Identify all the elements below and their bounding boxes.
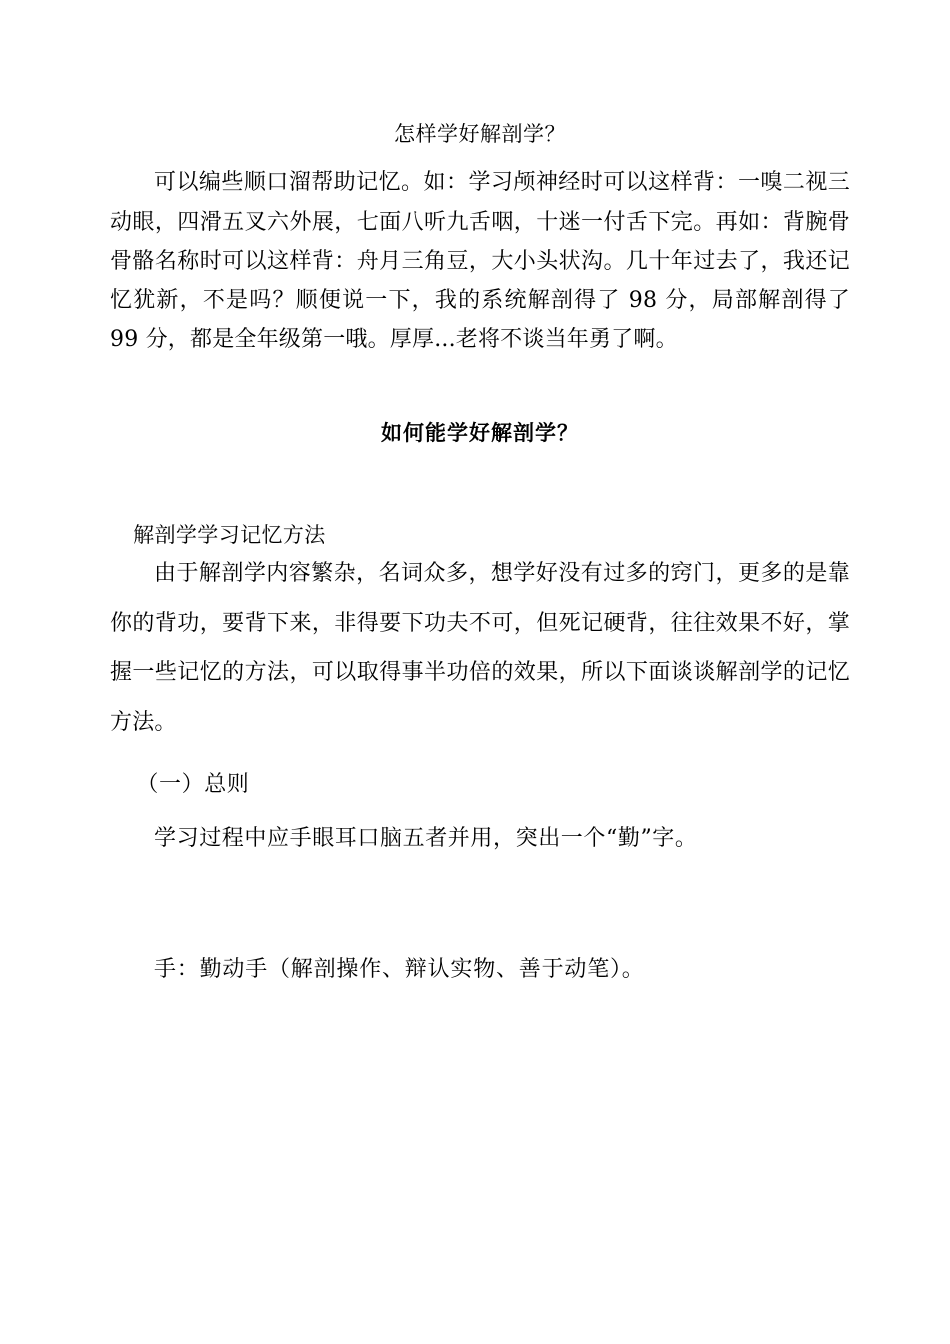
paragraph-hand: 手：勤动手（解剖操作、辩认实物、善于动笔）。 xyxy=(154,957,645,983)
paragraph-five-senses: 学习过程中应手眼耳口脑五者并用，突出一个“勤”字。 xyxy=(154,825,698,851)
paragraph-intro: 可以编些顺口溜帮助记忆。如：学习颅神经时可以这样背：一嗅二视三动眼，四滑五叉六外展，七面八听九舌咽，十迷一付舌下完。再如：背腕骨骨骼名称时可以这样背：舟月三角豆，大小头状沟。几十年过去了，我还记忆犹新，不是吗？顺便说一下，我的系统解剖得了 98 分，局部解剖得了 99 分，都是全年级第一哦。厚厚...老将不谈当年勇了啊。 xyxy=(110,170,850,353)
section-heading: 如何能学好解剖学？ xyxy=(381,420,579,446)
sub-heading-memory-method: 解剖学学习记忆方法 xyxy=(133,523,326,548)
page-title: 怎样学好解剖学？ xyxy=(394,122,566,146)
paragraph-memory-body: 由于解剖学内容繁杂，名词众多，想学好没有过多的窍门，更多的是靠你的背功，要背下来，非得要下功夫不可，但死记硬背，往往效果不好，掌握一些记忆的方法，可以取得事半功倍的效果，所以下面谈谈解剖学的记忆方法。 xyxy=(110,561,850,735)
list-item-general-rules: （一）总则 xyxy=(136,772,250,798)
